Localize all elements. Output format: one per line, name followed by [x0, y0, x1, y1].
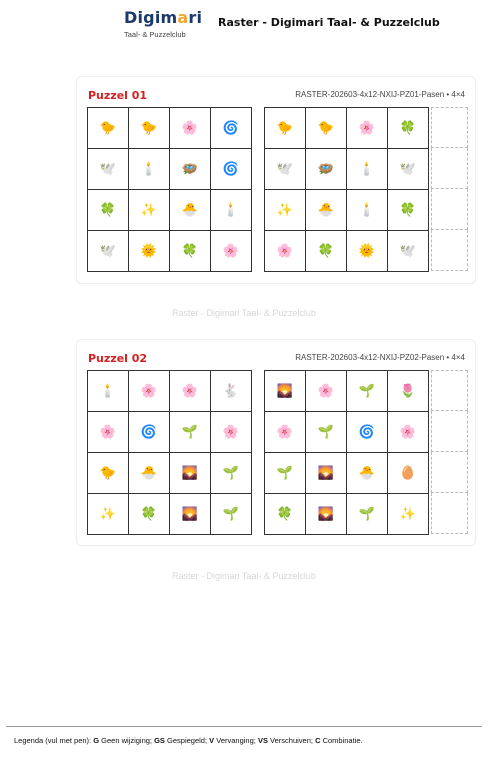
- grid-cell-icon: 🌀: [211, 108, 252, 149]
- grid-cell-icon: 🕊️: [265, 149, 306, 190]
- grid-cell-icon: 🕯️: [347, 190, 388, 231]
- grid-cell-icon: 🍀: [306, 231, 347, 272]
- puzzle-card-2: [76, 339, 476, 546]
- answer-box[interactable]: [431, 493, 468, 534]
- grid-cell-icon: 🕯️: [347, 149, 388, 190]
- puzzle-title: Puzzel 02: [88, 352, 148, 365]
- grid-cell-icon: 🌞: [347, 231, 388, 272]
- grid-cell-icon: 🌀: [129, 412, 170, 453]
- puzzle-code: RASTER-202603-4x12-NXIJ-PZ02-Pasen • 4×4: [295, 353, 465, 362]
- puzzle-grid-left: [87, 107, 252, 272]
- answer-box[interactable]: [431, 148, 468, 189]
- legend-code: V: [209, 736, 215, 745]
- legend-text: Gespiegeld;: [164, 736, 210, 745]
- grid-cell-icon: 🍀: [388, 190, 429, 231]
- grid-cell-icon: 🌀: [211, 149, 252, 190]
- grid-cell-icon: 🌱: [211, 453, 252, 494]
- grid-cell-icon: 🌄: [306, 494, 347, 535]
- puzzle-code: RASTER-202603-4x12-NXIJ-PZ01-Pasen • 4×4: [295, 90, 465, 99]
- club-logo: [124, 8, 214, 39]
- grid-cell-icon: 🕊️: [388, 149, 429, 190]
- legend-code: VS: [257, 736, 268, 745]
- grid-cell-icon: 🌸: [347, 108, 388, 149]
- grid-cell-icon: 🐤: [265, 108, 306, 149]
- grid-cell-icon: 🍀: [388, 108, 429, 149]
- grid-cell-icon: 🌸: [170, 108, 211, 149]
- grid-cell-icon: 🐇: [211, 371, 252, 412]
- grid-cell-icon: 🐤: [88, 453, 129, 494]
- grid-cell-icon: ✨: [88, 494, 129, 535]
- grid-cell-icon: 🌱: [306, 412, 347, 453]
- grid-cell-icon: 🕊️: [88, 149, 129, 190]
- grid-cell-icon: 🌞: [129, 231, 170, 272]
- puzzle-title: Puzzel 01: [88, 89, 148, 102]
- watermark: Raster - Digimari Taal- & Puzzelclub: [172, 571, 316, 581]
- grid-cell-icon: 🍀: [265, 494, 306, 535]
- grid-cell-icon: 🪺: [170, 149, 211, 190]
- grid-cell-icon: 🐣: [129, 453, 170, 494]
- puzzle-grid-right: [264, 107, 429, 272]
- grid-cell-icon: 🌸: [265, 231, 306, 272]
- grid-cell-icon: 🐤: [88, 108, 129, 149]
- answer-box[interactable]: [431, 189, 468, 230]
- logo-subtitle: Taal- & Puzzelclub: [124, 30, 186, 39]
- grid-cell-icon: 🍀: [88, 190, 129, 231]
- legend-code: C: [315, 736, 321, 745]
- legend: [14, 736, 363, 745]
- grid-cell-icon: 🌄: [265, 371, 306, 412]
- answer-box[interactable]: [431, 452, 468, 493]
- grid-cell-icon: 🌸: [129, 371, 170, 412]
- legend-text: Combinatie.: [320, 736, 363, 745]
- grid-cell-icon: 🍀: [170, 231, 211, 272]
- grid-cell-icon: 🕯️: [129, 149, 170, 190]
- grid-cell-icon: 🌸: [170, 371, 211, 412]
- logo-accent-letter: a: [177, 8, 189, 27]
- logo-wordmark: Digimari: [124, 8, 203, 27]
- grid-cell-icon: 🌱: [347, 494, 388, 535]
- grid-cell-icon: 🐤: [306, 108, 347, 149]
- grid-cell-icon: 🌱: [211, 494, 252, 535]
- document-title: Raster - Digimari Taal- & Puzzelclub: [218, 16, 440, 29]
- grid-cell-icon: 🕊️: [388, 231, 429, 272]
- answer-box[interactable]: [431, 107, 468, 148]
- grid-cell-icon: 🌱: [170, 412, 211, 453]
- grid-cell-icon: 🌸: [265, 412, 306, 453]
- grid-cell-icon: 🪺: [306, 149, 347, 190]
- answer-box[interactable]: [431, 230, 468, 271]
- puzzle-card-1: [76, 76, 476, 284]
- grid-cell-icon: 🌸: [306, 371, 347, 412]
- grid-cell-icon: 🌱: [265, 453, 306, 494]
- grid-cell-icon: 🕊️: [88, 231, 129, 272]
- answer-box[interactable]: [431, 370, 468, 411]
- watermark: Raster - Digimari Taal- & Puzzelclub: [172, 308, 316, 318]
- grid-cell-icon: 🌸: [388, 412, 429, 453]
- grid-cell-icon: 🥚: [388, 453, 429, 494]
- legend-text: Vervanging;: [214, 736, 258, 745]
- puzzle-grid-left: [87, 370, 252, 535]
- answer-box[interactable]: [431, 411, 468, 452]
- page-header: [0, 8, 488, 48]
- grid-cell-icon: ✨: [265, 190, 306, 231]
- grid-cell-icon: 🌷: [388, 371, 429, 412]
- grid-cell-icon: 🌸: [88, 412, 129, 453]
- grid-cell-icon: ✨: [129, 190, 170, 231]
- puzzle-grid-right: [264, 370, 429, 535]
- grid-cell-icon: ✨: [388, 494, 429, 535]
- legend-text: Geen wijziging;: [99, 736, 155, 745]
- grid-cell-icon: 🐣: [170, 190, 211, 231]
- grid-cell-icon: 🐣: [347, 453, 388, 494]
- footer-divider: [6, 726, 482, 727]
- grid-cell-icon: 🕯️: [211, 190, 252, 231]
- legend-text: Verschuiven;: [267, 736, 316, 745]
- grid-cell-icon: 🌸: [211, 231, 252, 272]
- grid-cell-icon: 🍀: [129, 494, 170, 535]
- grid-cell-icon: 🌄: [170, 494, 211, 535]
- grid-cell-icon: 🐣: [306, 190, 347, 231]
- legend-code: GS: [154, 736, 165, 745]
- grid-cell-icon: 🌄: [170, 453, 211, 494]
- grid-cell-icon: 🐤: [129, 108, 170, 149]
- legend-intro: Legenda (vul met pen):: [14, 736, 94, 745]
- answer-column: [431, 370, 468, 534]
- grid-cell-icon: 🌀: [347, 412, 388, 453]
- grid-cell-icon: 🌱: [347, 371, 388, 412]
- answer-column: [431, 107, 468, 271]
- grid-cell-icon: 🌄: [306, 453, 347, 494]
- legend-code: G: [93, 736, 100, 745]
- grid-cell-icon: 🕯️: [88, 371, 129, 412]
- grid-cell-icon: 🌸: [211, 412, 252, 453]
